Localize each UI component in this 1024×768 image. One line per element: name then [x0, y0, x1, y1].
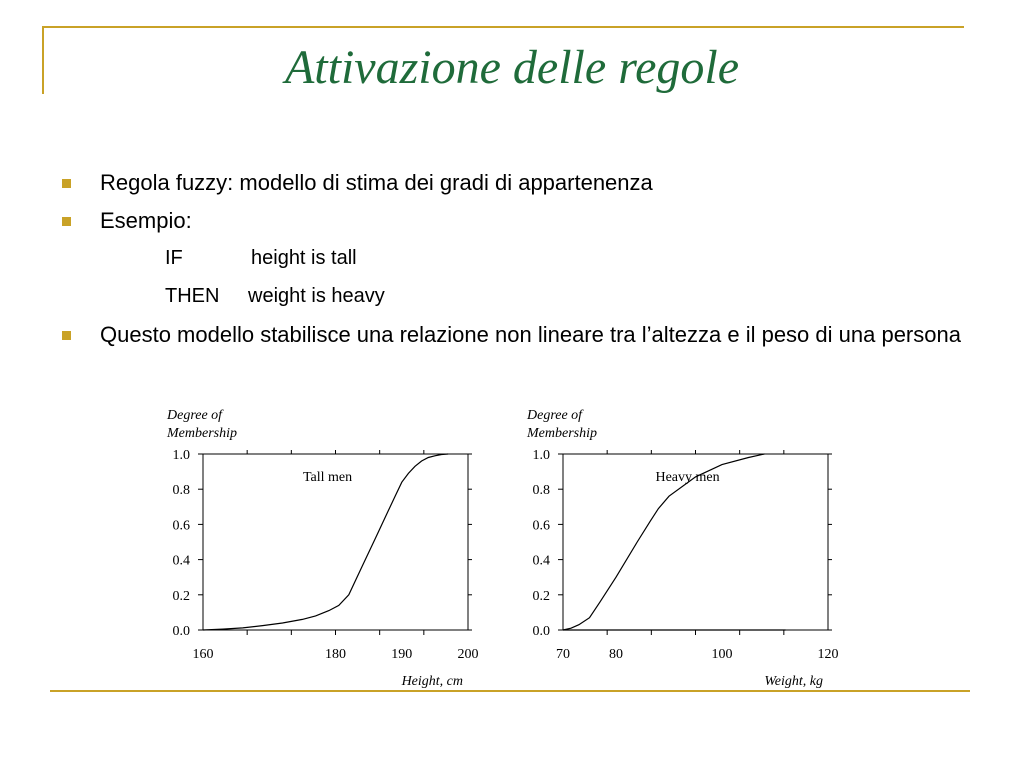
x-tick-label: 80	[609, 647, 623, 662]
rule-then-text: weight is heavy	[248, 285, 385, 307]
bullet-text: Regola fuzzy: modello di stima dei gradi di appartenenza	[100, 170, 653, 195]
y-tick-label: 0.6	[532, 518, 550, 534]
y-tick-label: 0.0	[172, 624, 190, 639]
bullet-list	[62, 170, 962, 360]
y-axis-label: Membership	[527, 426, 597, 441]
bullet-square-icon	[62, 179, 71, 188]
bullet-text: Esempio:	[100, 208, 192, 233]
x-tick-label: 200	[457, 647, 479, 662]
y-tick-label: 0.8	[532, 483, 550, 499]
y-axis-label: Degree of	[167, 408, 223, 423]
rule-if-text: height is tall	[251, 247, 357, 269]
x-tick-label: 100	[711, 647, 733, 662]
rule-then-keyword: THEN	[165, 285, 220, 307]
rule-if-line	[62, 246, 962, 270]
y-tick-label: 1.0	[172, 448, 190, 463]
x-tick-label: 190	[391, 647, 413, 662]
x-tick-label: 160	[192, 647, 214, 662]
y-tick-label: 0.2	[172, 588, 190, 604]
bullet-item	[62, 208, 962, 234]
y-tick-label: 0.6	[172, 518, 190, 534]
bullet-square-icon	[62, 331, 71, 340]
x-tick-label: 180	[325, 647, 346, 662]
bullet-item	[62, 170, 962, 196]
x-axis-label: Height, cm	[401, 674, 463, 689]
y-tick-label: 0.2	[532, 588, 550, 604]
slide-title: Attivazione delle regole	[284, 41, 740, 94]
series-annotation: Heavy men	[655, 470, 720, 485]
x-tick-label: 70	[556, 647, 570, 662]
y-tick-label: 0.8	[172, 483, 190, 499]
rule-then-line	[62, 284, 962, 308]
x-tick-label: 120	[817, 647, 839, 662]
y-axis-label: Degree of	[527, 408, 583, 423]
chart-heavy-men	[510, 400, 850, 695]
y-tick-label: 0.4	[532, 553, 550, 569]
y-tick-label: 0.4	[172, 553, 190, 569]
y-tick-label: 1.0	[532, 448, 550, 463]
bullet-text: Questo modello stabilisce una relazione non lineare tra l’altezza e il peso di una persona	[100, 322, 961, 347]
rule-if-keyword: IF	[165, 247, 183, 269]
bullet-item	[62, 322, 962, 348]
bullet-square-icon	[62, 217, 71, 226]
series-annotation: Tall men	[302, 470, 353, 485]
y-axis-label: Membership	[167, 426, 237, 441]
chart-tall-men	[150, 400, 490, 695]
x-axis-label: Weight, kg	[764, 674, 823, 689]
accent-bar-top	[42, 26, 964, 28]
y-tick-label: 0.0	[532, 624, 550, 639]
